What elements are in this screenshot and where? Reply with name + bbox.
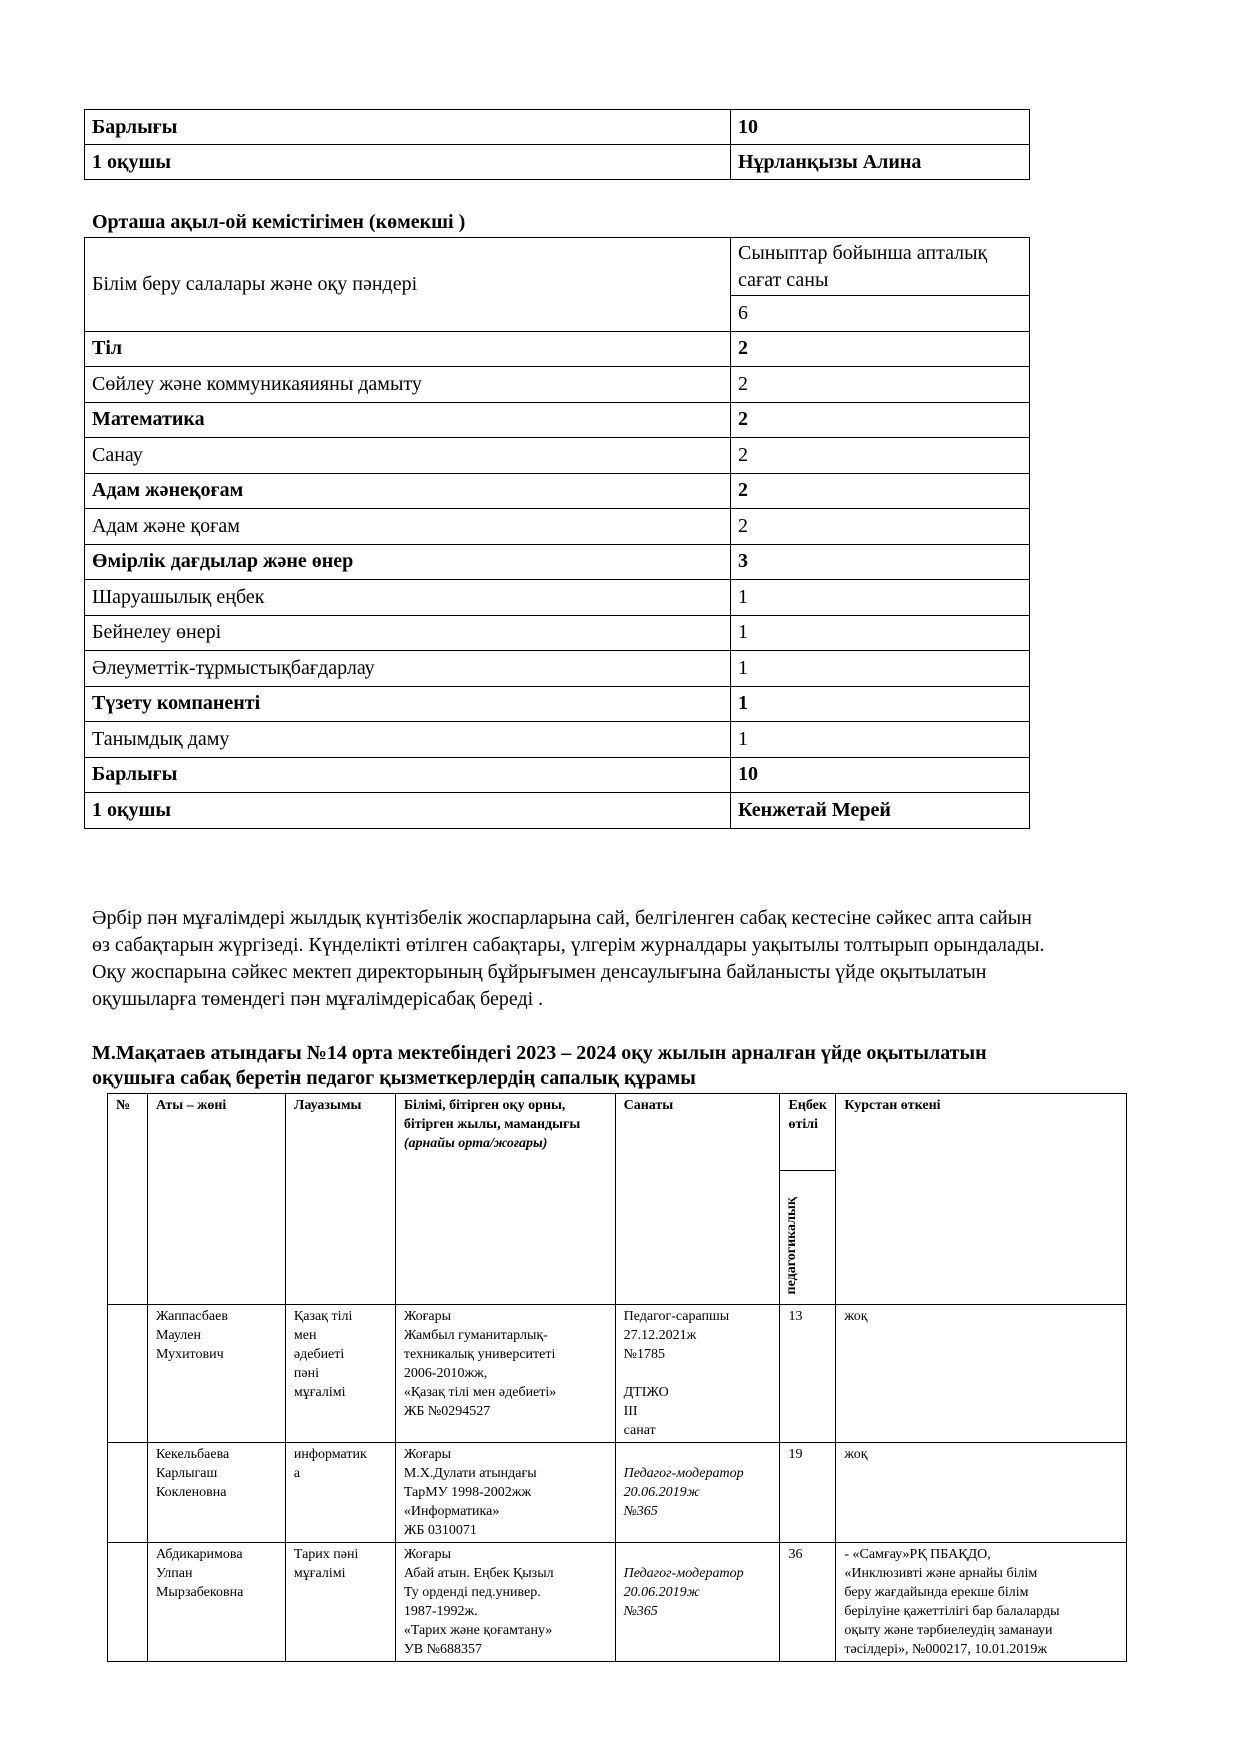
staff-name-line: Мухитович — [155, 1347, 224, 1362]
subject-label: Санау — [85, 438, 731, 474]
staff-position-line: мұғалімі — [293, 1566, 346, 1581]
hours-value: 3 — [731, 544, 1030, 580]
staff-table — [107, 1093, 1127, 1662]
staff-experience-cell: 19 — [780, 1443, 836, 1543]
paragraph-line: өз сабақтарын жүргізеді. Күнделікті өтілген сабақтары, үлгерім журналдары уақытылы толтырып орындалады. — [92, 934, 1045, 956]
staff-education-line: Жоғары — [403, 1547, 452, 1562]
hours-value: 1 — [731, 651, 1030, 687]
header-hours: Сыныптар бойынша апталық сағат саны — [731, 238, 1030, 296]
hours-value: 1 — [731, 580, 1030, 616]
staff-courses-cell — [836, 1443, 1127, 1543]
staff-category-line: №365 — [623, 1604, 658, 1619]
table-row — [85, 615, 1030, 651]
summary-table-top — [84, 109, 1030, 180]
staff-category-cell — [615, 1543, 780, 1662]
table-row — [85, 651, 1030, 687]
staff-education-cell — [395, 1543, 615, 1662]
staff-education-line: ТарМУ 1998-2002жж — [403, 1485, 532, 1500]
hours-value: 2 — [731, 402, 1030, 438]
staff-education-line: Жоғары — [403, 1447, 452, 1462]
subject-label: Әлеуметтік-тұрмыстықбағдарлау — [85, 651, 731, 687]
subject-label: Барлығы — [85, 757, 731, 793]
row-value: Нұрланқызы Алина — [731, 145, 1030, 180]
staff-position-cell — [285, 1543, 395, 1662]
staff-category-line — [624, 1545, 772, 1564]
header-experience-sub — [780, 1171, 836, 1305]
staff-category-line: №365 — [623, 1504, 658, 1519]
table-row — [85, 544, 1030, 580]
table-row — [85, 438, 1030, 474]
staff-courses-line: жоқ — [844, 1447, 868, 1462]
staff-education-line: 1987-1992ж. — [403, 1604, 478, 1619]
header-subjects: Білім беру салалары және оқу пәндері — [85, 238, 731, 332]
subject-label: Шаруашылық еңбек — [85, 580, 731, 616]
staff-category-line: санат — [623, 1423, 656, 1438]
staff-position-line: мұғалімі — [293, 1385, 346, 1400]
table-row — [85, 509, 1030, 545]
staff-position-line: Тарих пәні — [293, 1547, 359, 1562]
staff-name-line: Жаппасбаев — [155, 1309, 228, 1324]
staff-education-line: «Тарих және қоғамтану» — [403, 1623, 553, 1638]
staff-category-line: Педагог-модератор — [623, 1566, 744, 1581]
staff-category-cell — [615, 1305, 780, 1443]
subject-label: Түзету компаненті — [85, 686, 731, 722]
staff-category-line: Педагог-сарапшы — [623, 1309, 730, 1324]
curriculum-table-body — [85, 331, 1030, 828]
hours-value: 2 — [731, 509, 1030, 545]
subject-label: Математика — [85, 402, 731, 438]
staff-category-line: Педагог-модератор — [623, 1466, 744, 1481]
staff-position-line: информатик — [293, 1447, 367, 1462]
table-row — [85, 110, 1030, 145]
staff-category-line: ДТІЖО — [623, 1385, 669, 1400]
subject-label: 1 оқушы — [85, 793, 731, 829]
table-row — [85, 473, 1030, 509]
staff-table-body — [108, 1305, 1127, 1662]
staff-category-line: ІІІ — [623, 1404, 638, 1419]
staff-courses-line: берілуіне қажеттілігі бар балаларды — [844, 1604, 1060, 1619]
staff-education-line: Ту орденді пед.универ. — [403, 1585, 541, 1600]
table-row — [85, 722, 1030, 758]
staff-num-cell — [108, 1543, 148, 1662]
table-row — [108, 1305, 1127, 1443]
staff-name-line: Мырзабековна — [155, 1585, 244, 1600]
staff-num-cell — [108, 1305, 148, 1443]
table-row — [85, 580, 1030, 616]
header-num: № — [108, 1094, 148, 1305]
table-row — [108, 1443, 1127, 1543]
staff-courses-line: «Инклюзивті және арнайы білім — [844, 1566, 1038, 1581]
staff-category-line: 20.06.2019ж — [623, 1585, 700, 1600]
paragraph-line: оқушыларға төмендегі пән мұғалімдерісабақ береді . — [92, 988, 544, 1010]
staff-position-cell — [285, 1443, 395, 1543]
staff-name-cell — [147, 1543, 285, 1662]
staff-position-line: а — [293, 1466, 301, 1481]
staff-experience-cell: 13 — [780, 1305, 836, 1443]
subject-label: Сөйлеу және коммуникаяияны дамыту — [85, 367, 731, 403]
header-education — [395, 1094, 615, 1305]
staff-num-cell — [108, 1443, 148, 1543]
row-label: 1 оқушы — [85, 145, 731, 180]
staff-title — [92, 1041, 1192, 1091]
header-education-label: Білімі, бітірген оқу орны, бітірген жылы, мамандығы — [403, 1098, 581, 1132]
header-position: Лауазымы — [285, 1094, 395, 1305]
staff-category-line: 20.06.2019ж — [623, 1485, 700, 1500]
staff-education-line: Абай атын. Еңбек Қызыл — [403, 1566, 554, 1581]
header-grade: 6 — [731, 296, 1030, 332]
staff-courses-line: - «Самғау»РҚ ПБАҚДО, — [844, 1547, 991, 1562]
curriculum-table — [84, 237, 1030, 829]
header-courses: Курстан өткені — [836, 1094, 1127, 1305]
staff-position-line: әдебиеті — [293, 1347, 345, 1362]
staff-education-line: «Қазақ тілі мен әдебиеті» — [403, 1385, 557, 1400]
subject-label: Өмірлік дағдылар және өнер — [85, 544, 731, 580]
staff-name-cell — [147, 1305, 285, 1443]
hours-value: Кенжетай Мерей — [731, 793, 1030, 829]
table-header-row — [108, 1094, 1127, 1171]
staff-education-line: ЖБ №0294527 — [403, 1404, 491, 1419]
staff-name-line: Карлыгаш — [155, 1466, 218, 1481]
subject-label: Тіл — [85, 331, 731, 367]
table-row — [85, 757, 1030, 793]
paragraph-line: Оқу жоспарына сәйкес мектеп директорының бұйрығымен денсаулығына байланысты үйде оқытылатын — [92, 961, 987, 983]
staff-category-cell — [615, 1443, 780, 1543]
subject-label: Танымдық даму — [85, 722, 731, 758]
staff-category-line — [624, 1364, 772, 1383]
header-experience: Еңбек өтілі — [780, 1094, 836, 1171]
staff-name-line: Маулен — [155, 1328, 201, 1343]
staff-name-line: Улпан — [155, 1566, 193, 1581]
staff-category-line: 27.12.2021ж — [623, 1328, 697, 1343]
header-education-note: (арнайы орта/жоғары) — [403, 1136, 548, 1151]
subject-label: Адам және қоғам — [85, 509, 731, 545]
staff-education-line: Жамбыл гуманитарлық- — [403, 1328, 548, 1343]
staff-name-line: Кокленовна — [155, 1485, 227, 1500]
table-row — [85, 793, 1030, 829]
staff-education-line: «Информатика» — [403, 1504, 500, 1519]
staff-position-cell — [285, 1305, 395, 1443]
staff-name-line: Абдикаримова — [155, 1547, 243, 1562]
header-category: Санаты — [615, 1094, 780, 1305]
hours-value: 1 — [731, 615, 1030, 651]
paragraph-line: Әрбір пән мұғалімдері жылдық күнтізбелік жоспарларына сай, белгіленген сабақ кестесіне сәйкес апта сайын — [92, 907, 1032, 929]
table-row — [85, 402, 1030, 438]
table-row — [85, 145, 1030, 180]
table-row — [85, 331, 1030, 367]
staff-courses-line: беру жағдайында ерекше білім — [844, 1585, 1029, 1600]
staff-courses-line: оқыту және тәрбиелеудің заманауи — [844, 1623, 1053, 1638]
staff-education-line: М.Х.Дулати атындағы — [403, 1466, 537, 1481]
staff-courses-line: тәсілдері», №000217, 10.01.2019ж — [844, 1642, 1048, 1657]
staff-courses-cell — [836, 1305, 1127, 1443]
staff-courses-line: жоқ — [844, 1309, 868, 1324]
header-name: Аты – жөні — [147, 1094, 285, 1305]
staff-title-line: оқушыға сабақ беретін педагог қызметкерлердің сапалық құрамы — [92, 1067, 696, 1089]
staff-education-line: техникалық университеті — [403, 1347, 556, 1362]
staff-title-line: М.Мақатаев атындағы №14 орта мектебіндегі 2023 – 2024 оқу жылын арналған үйде оқытылатын — [92, 1042, 987, 1064]
staff-position-line: пәні — [293, 1366, 319, 1381]
staff-name-cell — [147, 1443, 285, 1543]
staff-experience-cell: 36 — [780, 1543, 836, 1662]
staff-courses-cell — [836, 1543, 1127, 1662]
staff-position-line: мен — [293, 1328, 317, 1343]
hours-value: 2 — [731, 331, 1030, 367]
table-row — [85, 367, 1030, 403]
hours-value: 2 — [731, 438, 1030, 474]
hours-value: 2 — [731, 367, 1030, 403]
table-header-row — [85, 238, 1030, 296]
header-experience-sub-label: педагогикалық — [784, 1196, 800, 1294]
staff-category-line — [624, 1445, 772, 1464]
row-label: Барлығы — [85, 110, 731, 145]
table-row — [108, 1543, 1127, 1662]
staff-education-line: ЖБ 0310071 — [403, 1523, 477, 1538]
staff-education-line: Жоғары — [403, 1309, 452, 1324]
staff-education-line: УВ №688357 — [403, 1642, 482, 1657]
table-row — [85, 686, 1030, 722]
subject-label: Бейнелеу өнері — [85, 615, 731, 651]
staff-education-line: 2006-2010жж, — [403, 1366, 488, 1381]
staff-position-line: Қазақ тілі — [293, 1309, 353, 1324]
hours-value: 10 — [731, 757, 1030, 793]
staff-category-line: №1785 — [623, 1347, 665, 1362]
staff-education-cell — [395, 1443, 615, 1543]
subject-label: Адам жәнеқоғам — [85, 473, 731, 509]
hours-value: 1 — [731, 686, 1030, 722]
description-paragraph — [92, 905, 1192, 1013]
staff-education-cell — [395, 1305, 615, 1443]
hours-value: 1 — [731, 722, 1030, 758]
staff-name-line: Кекельбаева — [155, 1447, 230, 1462]
section-heading: Орташа ақыл-ой кемістігімен (көмекші ) — [92, 211, 466, 233]
hours-value: 2 — [731, 473, 1030, 509]
row-value: 10 — [731, 110, 1030, 145]
